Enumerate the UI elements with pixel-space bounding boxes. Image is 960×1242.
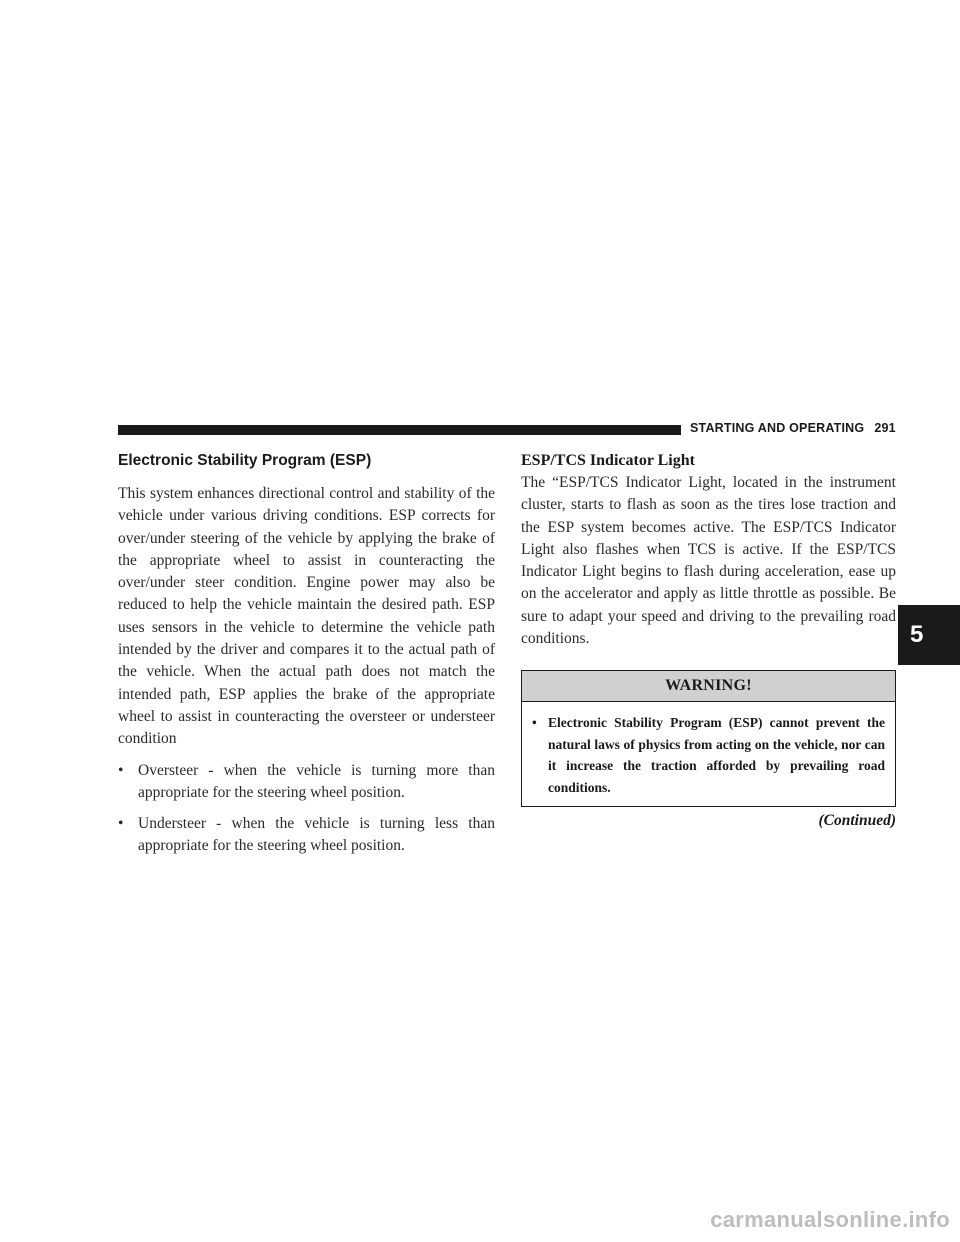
warning-box [521, 670, 896, 807]
indicator-heading: ESP/TCS Indicator Light [521, 452, 695, 469]
watermark: carmanualsonline.info [710, 1207, 950, 1232]
bullet-icon: • [118, 761, 124, 779]
warning-title: WARNING! [522, 671, 895, 702]
bullet-icon: • [532, 715, 537, 731]
header-rule [118, 425, 681, 435]
list-item [118, 760, 495, 805]
list-item-text: Oversteer - when the vehicle is turning more than appropriate for the steering wheel position. [138, 761, 495, 801]
left-column [118, 450, 495, 867]
list-item [118, 813, 495, 858]
chapter-number: 5 [910, 621, 924, 648]
right-column [521, 450, 896, 830]
chapter-tab [898, 605, 960, 665]
warning-item [532, 712, 885, 798]
page-number: 291 [874, 421, 896, 435]
list-item-text: Understeer - when the vehicle is turning less than appropriate for the steering wheel position. [138, 815, 495, 855]
steer-bullet-list [118, 760, 495, 858]
section-title: STARTING AND OPERATING [690, 421, 865, 435]
continued-label: (Continued) [818, 812, 896, 830]
warning-item-text: Electronic Stability Program (ESP) cannot prevent the natural laws of physics from acting on the vehicle, nor can it increase the traction afforded by prevailing road conditions. [548, 715, 885, 795]
esp-heading: Electronic Stability Program (ESP) [118, 452, 372, 469]
warning-body [522, 702, 895, 806]
esp-paragraph: This system enhances directional control and stability of the vehicle under various driving conditions. ESP corrects for over/under steering of the vehicle by applying the brake of the appropriate wheel to assist in counteracting the over/under steer condition. Engine power may also be reduced to help the vehicle maintain the desired path. ESP uses sensors in the vehicle to determine the vehicle path intended by the driver and compares it to the actual path of the vehicle. When the actual path does not match the intended path, ESP applies the brake of the appropriate wheel to assist in counteracting the oversteer or understeer condition [118, 485, 495, 748]
indicator-paragraph: The “ESP/TCS Indicator Light, located in the instrument cluster, starts to flash as soon as the tires lose traction and the ESP system becomes active. The ESP/TCS Indicator Light also flashes when TCS is active. If the ESP/TCS Indicator Light begins to flash during acceleration, ease up on the accelerator and apply as little throttle as possible. Be sure to adapt your speed and driving to the prevailing road conditions. [521, 474, 896, 648]
running-header [690, 421, 896, 435]
bullet-icon: • [118, 815, 124, 833]
